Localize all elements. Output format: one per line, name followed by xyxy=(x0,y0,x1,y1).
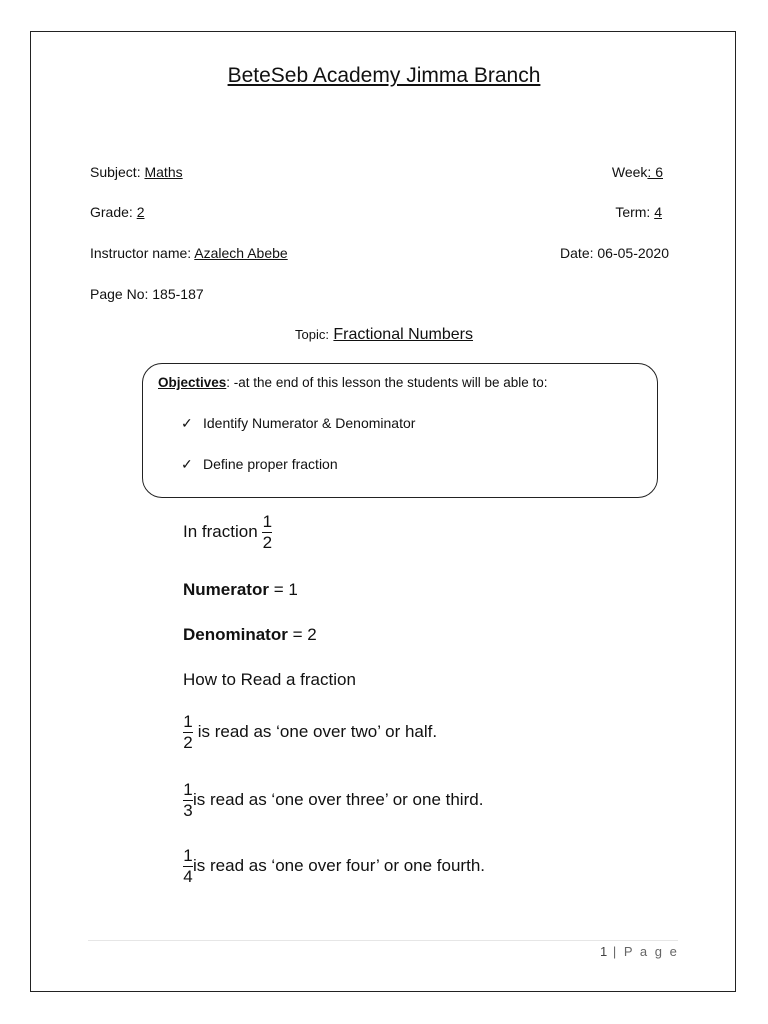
denominator-value: = 2 xyxy=(287,625,317,644)
footer-page-label: | P a g e xyxy=(612,944,679,959)
footer-divider xyxy=(88,940,678,941)
fraction-denominator: 4 xyxy=(183,867,193,886)
reading-line xyxy=(183,712,437,753)
instructor-value: Azalech Abebe xyxy=(194,245,288,261)
reading-fraction xyxy=(183,780,193,821)
instructor-label: Instructor name: xyxy=(90,245,192,261)
reading-fraction xyxy=(183,712,193,753)
numerator-line xyxy=(183,580,298,600)
week-value: : 6 xyxy=(647,164,663,180)
week-label: Week xyxy=(611,164,648,180)
grade-label: Grade: xyxy=(90,204,133,220)
denominator-line xyxy=(183,625,317,645)
term-value: 4 xyxy=(654,204,662,220)
week-line xyxy=(612,164,663,180)
fraction-numerator: 1 xyxy=(183,712,193,731)
in-fraction-text: In fraction xyxy=(183,521,258,541)
in-fraction-line xyxy=(183,512,272,553)
reading-text: is read as ‘one over four’ or one fourth. xyxy=(193,855,485,875)
fraction-denominator: 2 xyxy=(262,533,273,552)
check-icon: ✓ xyxy=(181,415,193,431)
subject-line xyxy=(90,164,183,180)
term-label: Term: xyxy=(615,204,651,220)
fraction-numerator: 1 xyxy=(183,846,193,865)
date-line: Date: 06-05-2020 xyxy=(560,245,669,261)
fraction-numerator: 1 xyxy=(183,780,193,799)
grade-line xyxy=(90,204,145,220)
objective-text: Define proper fraction xyxy=(203,456,338,472)
fraction-denominator: 3 xyxy=(183,801,193,820)
reading-line xyxy=(183,846,485,887)
fraction-denominator: 2 xyxy=(183,733,193,752)
objectives-label: Objectives xyxy=(158,375,227,390)
topic-line xyxy=(0,326,768,344)
term-line xyxy=(615,204,662,220)
how-to-read-heading: How to Read a fraction xyxy=(183,670,356,689)
reading-line xyxy=(183,780,483,821)
check-icon: ✓ xyxy=(181,456,193,472)
reading-text: is read as ‘one over three’ or one third. xyxy=(193,789,484,809)
document-title: BeteSeb Academy Jimma Branch xyxy=(227,64,541,87)
denominator-label: Denominator xyxy=(183,625,288,644)
page-no-line: Page No: 185-187 xyxy=(90,286,204,302)
objectives-intro: : -at the end of this lesson the students will be able to: xyxy=(226,375,548,390)
numerator-label: Numerator xyxy=(183,580,269,599)
objectives-line xyxy=(158,375,548,390)
numerator-value: = 1 xyxy=(268,580,298,599)
example-fraction xyxy=(262,512,272,553)
page-footer xyxy=(600,944,679,959)
objective-item xyxy=(181,415,415,432)
objective-text: Identify Numerator & Denominator xyxy=(203,415,416,431)
fraction-numerator: 1 xyxy=(262,512,273,531)
instructor-line xyxy=(90,245,288,261)
subject-label: Subject: xyxy=(90,164,141,180)
reading-fraction xyxy=(183,846,193,887)
topic-value: Fractional Numbers xyxy=(333,326,474,343)
grade-value: 2 xyxy=(136,204,145,220)
subject-value: Maths xyxy=(144,164,183,180)
topic-label: Topic: xyxy=(294,327,329,342)
footer-page-number: 1 xyxy=(600,944,608,959)
objective-item xyxy=(181,456,338,473)
reading-text: is read as ‘one over two’ or half. xyxy=(193,721,438,741)
